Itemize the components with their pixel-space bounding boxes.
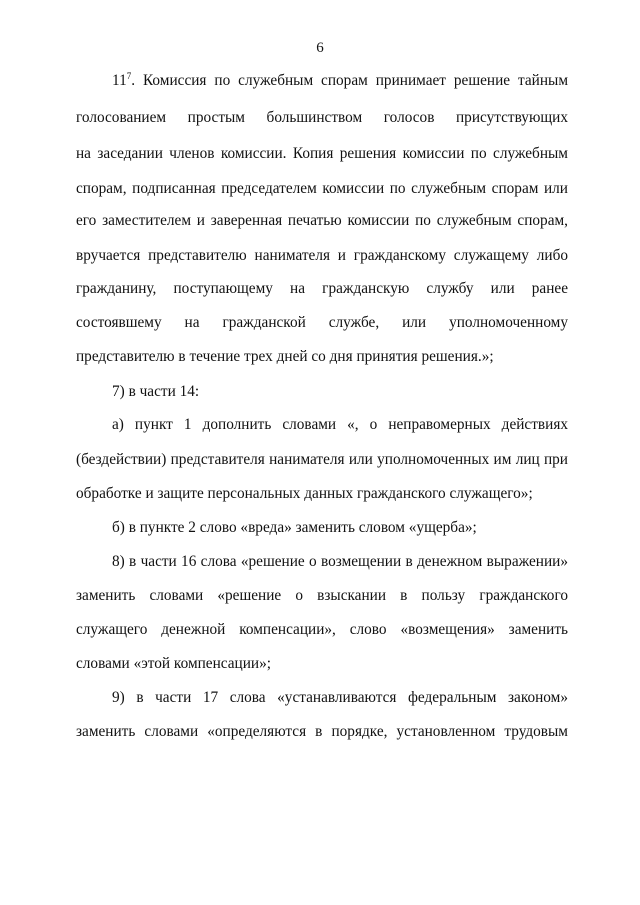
text-line-continuation: . Комиссия по служебным спорам принимает решение тайным xyxy=(131,72,568,89)
paragraph-number-superscript: 7 xyxy=(126,71,132,81)
text-line: гражданину, поступающему на гражданскую службу или ранее xyxy=(76,280,568,297)
paragraph-number: 11 xyxy=(112,72,127,89)
text-line: его заместителем и заверенная печатью комиссии по служебным спорам, xyxy=(76,212,568,229)
text-line: представителю в течение трех дней со дня принятия решения.»; xyxy=(76,348,494,365)
text-line: служащего денежной компенсации», слово «возмещения» заменить xyxy=(76,621,568,638)
text-line: на заседании членов комиссии. Копия решения комиссии по служебным xyxy=(76,145,568,162)
text-line: состоявшему на гражданской службе, или уполномоченному xyxy=(76,314,568,331)
text-line: 9) в части 17 слова «устанавливаются федеральным законом» xyxy=(112,689,568,706)
text-line: б) в пункте 2 слово «вреда» заменить словом «ущерба»; xyxy=(112,519,477,536)
text-line: обработке и защите персональных данных гражданского служащего»; xyxy=(76,485,533,502)
text-line: заменить словами «определяются в порядке, установленном трудовым xyxy=(76,723,568,740)
text-line: а) пункт 1 дополнить словами «, о неправомерных действиях xyxy=(112,416,568,433)
page-number: 6 xyxy=(316,40,324,56)
text-line: вручается представителю нанимателя и гражданскому служащему либо xyxy=(76,247,568,264)
text-line: 7) в части 14: xyxy=(112,383,200,400)
text-line: словами «этой компенсации»; xyxy=(76,655,272,672)
text-line: голосованием простым большинством голосов присутствующих xyxy=(76,109,568,126)
text-line: 8) в части 16 слова «решение о возмещении в денежном выражении» xyxy=(112,553,568,570)
text-line xyxy=(112,72,568,90)
text-line: (бездействии) представителя нанимателя или уполномоченных им лиц при xyxy=(76,451,568,468)
text-line: спорам, подписанная председателем комиссии по служебным спорам или xyxy=(76,180,568,197)
text-line: заменить словами «решение о взыскании в пользу гражданского xyxy=(76,587,568,604)
